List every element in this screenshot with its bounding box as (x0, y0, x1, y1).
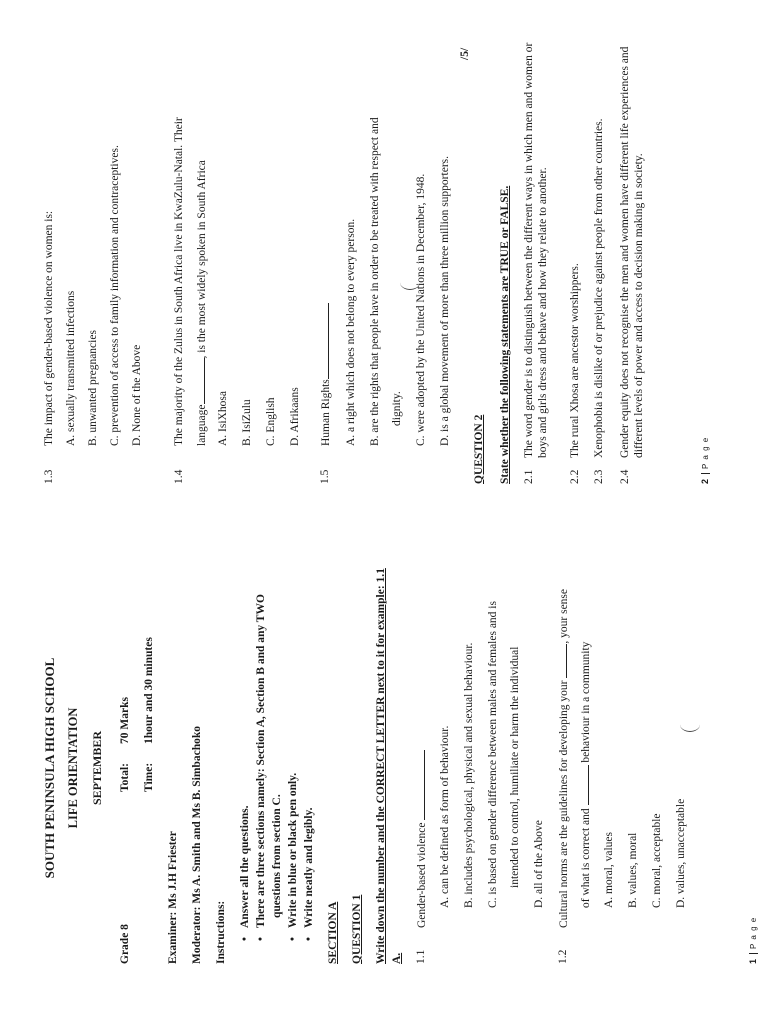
moderator: Moderator: Ms A. Smith and Ms B. Simbachoko (191, 726, 203, 964)
question-stem-cont: of what is correct and behaviour in a community (580, 641, 592, 908)
answer-option: A. a right which does not belong to every person. (345, 218, 357, 446)
answer-option: C. English (265, 397, 277, 446)
statement-text: The word gender is to distinguish between the different ways in which men and women or boys and girls dress and behave and how they relate to another. (523, 42, 549, 458)
question-stem: Human Rights (318, 303, 333, 446)
section-heading: SECTION A (327, 901, 339, 964)
grade-label: Grade 8 (119, 924, 131, 964)
question-stem: The impact of gender-based violence on women is: (43, 210, 55, 446)
answer-option: A. can be defined as form of behaviour. (439, 725, 451, 908)
scan-mark (680, 717, 700, 732)
question-heading: QUESTION 2 (473, 414, 485, 484)
answer-option: D. values, unacceptable (675, 798, 687, 908)
statement-text: The rural Xhosa are ancestor worshippers. (569, 263, 581, 458)
scan-mark (400, 275, 420, 290)
answer-option-cont: dignity. (391, 391, 403, 426)
statement-text: Gender equity does not recognise the men and women have different life experiences and different levels of power and access to decision making in society. (619, 46, 645, 458)
time-label: Time: (143, 762, 155, 792)
instruction-item-cont: questions from section C. (271, 794, 283, 918)
instruction-item: • Write neatly and legibly. (302, 807, 316, 928)
page-footer: 1P a g e (748, 916, 758, 964)
school-name: SOUTH PENINSULA HIGH SCHOOL (42, 657, 57, 879)
answer-option: C. were adopted by the United Nations in December, 1948. (415, 173, 427, 446)
answer-option: C. is based on gender difference between males and females and is (487, 601, 499, 908)
statement-number: 2.3 (593, 469, 605, 484)
statement-number: 2.4 (619, 469, 631, 484)
question-number: 1.5 (319, 469, 331, 484)
instruction-item: • There are three sections namely: Section A, Section B and any TWO (254, 594, 268, 928)
directive-cont: A. (391, 952, 403, 964)
subject-title: LIFE ORIENTATION (66, 707, 80, 829)
answer-option: B. unwanted pregnancies (87, 330, 99, 446)
answer-option: C. moral, acceptable (651, 813, 663, 908)
answer-option: B. are the rights that people have in order to be treated with respect and (369, 117, 381, 446)
page-one (0, 512, 768, 1024)
total-label: Total: (119, 763, 131, 792)
instructions-title: Instructions: (215, 900, 227, 964)
score-box: /5/ (459, 47, 471, 60)
exam-month: SEPTEMBER (90, 731, 104, 806)
question-stem: The majority of the Zulus in South Africa live in KwaZulu-Natal. Their (173, 117, 185, 446)
statement-text: Xenophobia is dislike of or prejudice against people from other countries. (593, 118, 605, 458)
answer-option: D. None of the Above (131, 344, 143, 446)
answer-option-cont: intended to control, humiliate or harm the individual (509, 646, 521, 888)
answer-option: A. sexually transmitted infections (65, 290, 77, 446)
answer-option: A. IsiXhosa (217, 391, 229, 446)
directive: State whether the following statements are TRUE or FALSE. (499, 185, 511, 484)
directive: Write down the number and the CORRECT LETTER next to it for example: 1.1 (375, 568, 387, 964)
question-stem-cont: language, is the most widely spoken in South Africa (196, 160, 208, 446)
question-number: 1.1 (415, 949, 427, 964)
statement-number: 2.1 (523, 469, 535, 484)
question-number: 1.3 (43, 469, 55, 484)
answer-option: B. includes psychological, physical and sexual behaviour. (463, 642, 475, 908)
instruction-item: • Write in blue or black pen only. (286, 773, 300, 928)
time-value: 1hour and 30 minutes (143, 637, 155, 744)
answer-option: B. IsiZulu (241, 399, 253, 446)
answer-option: D. all of the Above (533, 820, 545, 908)
answer-option: D. is a global movement of more than three million supporters. (439, 156, 451, 446)
question-stem: Cultural norms are the guidelines for developing your , your sense (558, 588, 570, 928)
statement-number: 2.2 (569, 469, 581, 484)
question-number: 1.2 (557, 949, 569, 964)
answer-option: D. Afrikaans (289, 387, 301, 446)
total-value: 70 Marks (119, 697, 131, 744)
question-stem: Gender-based violence (414, 750, 429, 928)
question-number: 1.4 (173, 469, 185, 484)
instruction-item: • Answer all the questions. (238, 806, 252, 928)
examiner: Examiner: Ms J.H Friester (167, 831, 179, 964)
answer-option: B. values, moral (627, 832, 639, 908)
answer-option: C. prevention of access to family information and contraceptives. (109, 145, 121, 446)
answer-option: A. moral, values (603, 831, 615, 908)
page-footer: 2P a g e (700, 436, 710, 484)
question-heading: QUESTION 1 (351, 894, 363, 964)
